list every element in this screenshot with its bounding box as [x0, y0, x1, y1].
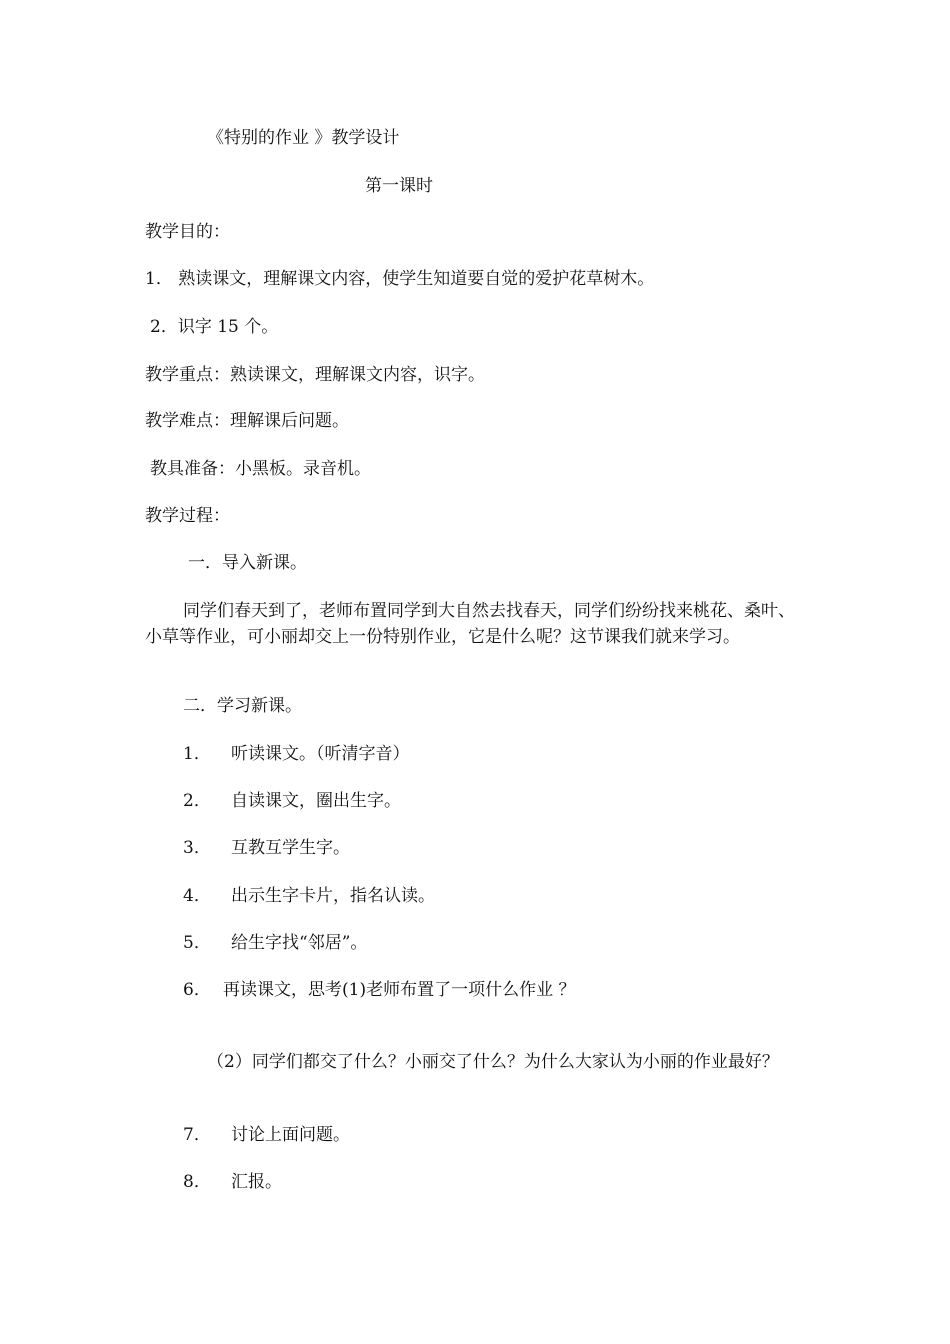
question-2: （2）同学们都交了什么？小丽交了什么？为什么大家认为小丽的作业最好？ [207, 1052, 779, 1072]
step-text: 听读课文。（听清字音） [231, 744, 410, 764]
materials: 教具准备：小黑板。录音机。 [150, 459, 371, 479]
difficulties: 教学难点：理解课后问题。 [145, 411, 349, 431]
step-number: 1． [183, 744, 211, 764]
step-text: 讨论上面问题。 [231, 1125, 350, 1145]
objective-1: 1． 熟读课文，理解课文内容，使学生知道要自觉的爱护花草树木。 [145, 269, 655, 289]
key-points: 教学重点：熟读课文，理解课文内容，识字。 [145, 365, 485, 385]
step-item [183, 979, 575, 1001]
section-intro-heading: 一．导入新课。 [188, 553, 307, 573]
step-item [183, 790, 401, 812]
step-item [183, 1171, 282, 1193]
step-text: 自读课文，圈出生字。 [231, 791, 401, 811]
objectives-heading: 教学目的： [145, 222, 230, 242]
step-item [183, 885, 435, 907]
step-number: 8． [183, 1172, 211, 1192]
process-heading: 教学过程： [145, 506, 230, 526]
section-learning-heading: 二．学习新课。 [183, 696, 302, 716]
step-number: 3． [183, 838, 211, 858]
step-text: 互教互学生字。 [231, 838, 350, 858]
step-text: 汇报。 [231, 1172, 282, 1192]
step-number: 4． [183, 886, 211, 906]
step-number: 6． [183, 980, 211, 1000]
intro-paragraph: 同学们春天到了，老师布置同学到大自然去找春天，同学们纷纷找来桃花、桑叶、小草等作业，可小丽却交上一份特别作业，它是什么呢？这节课我们就来学习。 [145, 601, 795, 647]
step-number: 5． [183, 933, 211, 953]
document-title: 《特别的作业 》教学设计 [207, 128, 400, 148]
objective-2: 2．识字 15 个。 [150, 317, 279, 337]
step-item [183, 743, 410, 765]
step-item [183, 837, 350, 859]
step-item [183, 1124, 350, 1146]
step-number: 7． [183, 1125, 211, 1145]
lesson-period: 第一课时 [365, 176, 433, 196]
step-number: 2． [183, 791, 211, 811]
step-text: 给生字找“邻居”。 [231, 933, 368, 953]
step-text: 出示生字卡片，指名认读。 [231, 886, 435, 906]
step-text: 再读课文，思考(1)老师布置了一项什么作业 ？ [223, 980, 576, 1000]
step-item [183, 932, 367, 954]
